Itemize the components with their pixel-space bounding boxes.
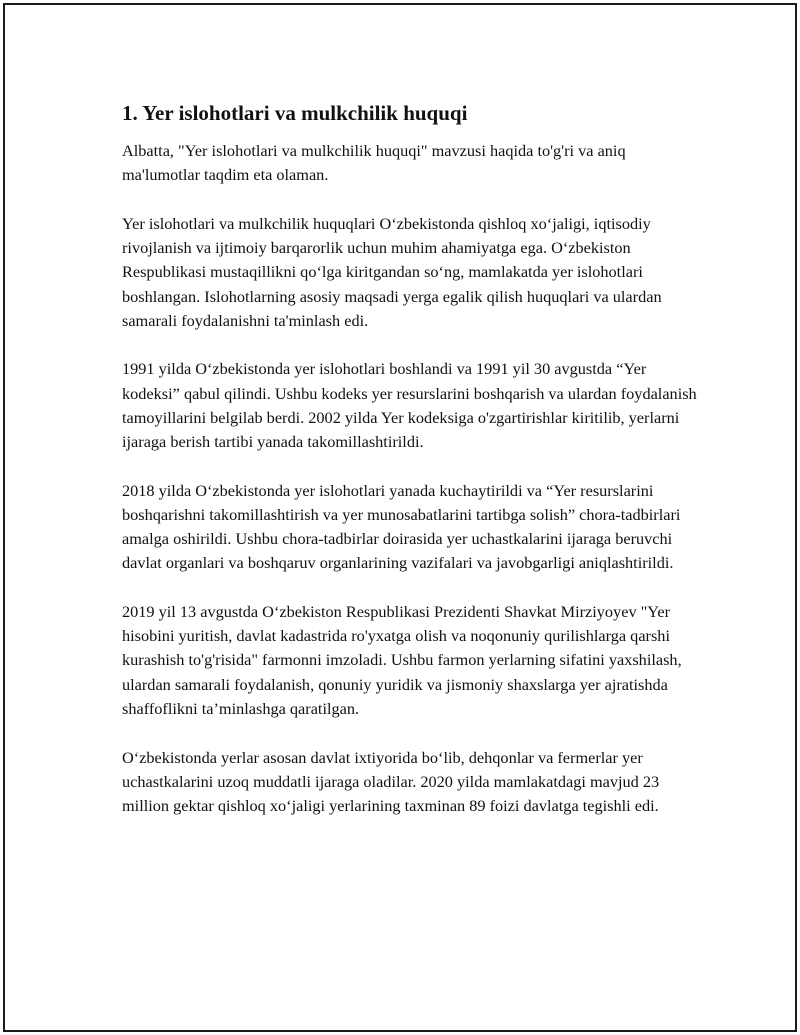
document-title: 1. Yer islohotlari va mulkchilik huquqi [122, 101, 468, 125]
paragraph-2018-reforms: 2018 yilda O‘zbekistonda yer islohotlari yanada kuchaytirildi va “Yer resurslarini boshqarishni takomillashtirish va yer munosabatlarini tartibga solish” chora-tadbirlari amalga oshirildi. Ushbu chora-tadbirlar doirasida yer uchastkalarini ijaraga beruvchi davlat organlari va boshqaruv organlarining vazifalari va javobgarligi aniqlashtirildi. [122, 480, 681, 573]
paragraph-land-ownership: O‘zbekistonda yerlar asosan davlat ixtiyorida bo‘lib, dehqonlar va fermerlar yer uchastkalarini uzoq muddatli ijaraga oladilar. 2020 yilda mamlakatdagi mavjud 23 million gektar qishloq xo‘jaligi yerlarining taxminan 89 foizi davlatga tegishli edi. [122, 747, 660, 815]
paragraph-overview: Yer islohotlari va mulkchilik huquqlari O‘zbekistonda qishloq xo‘jaligi, iqtisodiy rivojlanish va ijtimoiy barqarorlik uchun muhim ahamiyatga ega. O‘zbekiston Respublikasi mustaqillikni qo‘lga kiritgandan so‘ng, mamlakatda yer islohotlari boshlangan. Islohotlarning asosiy maqsadi yerga egalik qilish huquqlari va ulardan samarali foydalanishni ta'minlash edi. [122, 213, 662, 330]
page-frame [3, 3, 797, 1032]
paragraph-1991-land-code: 1991 yilda O‘zbekistonda yer islohotlari boshlandi va 1991 yil 30 avgustda “Yer kodeksi” qabul qilindi. Ushbu kodeks yer resurslarini boshqarish va ulardan foydalanish tamoyillarini belgilab berdi. 2002 yilda Yer kodeksiga o'zgartirishlar kiritilib, yerlarni ijaraga berish tartibi yanada takomillashtirildi. [122, 359, 697, 452]
paragraph-2019-decree: 2019 yil 13 avgustda O‘zbekiston Respublikasi Prezidenti Shavkat Mirziyoyev "Yer hisobini yuritish, davlat kadastrida ro'yxatga olish va noqonuniy qurilishlarga qarshi kurashish to'g'risida" farmonni imzoladi. Ushbu farmon yerlarning sifatini yaxshilash, ulardan samarali foydalanish, qonuniy yuridik va jismoniy shaxslarga yer ajratishda shaffoflikni ta’minlashga qaratilgan. [122, 602, 682, 718]
document-body [122, 100, 702, 843]
paragraph-intro: Albatta, "Yer islohotlari va mulkchilik huquqi" mavzusi haqida to'g'ri va aniq ma'lumotlar taqdim eta olaman. [122, 141, 626, 185]
